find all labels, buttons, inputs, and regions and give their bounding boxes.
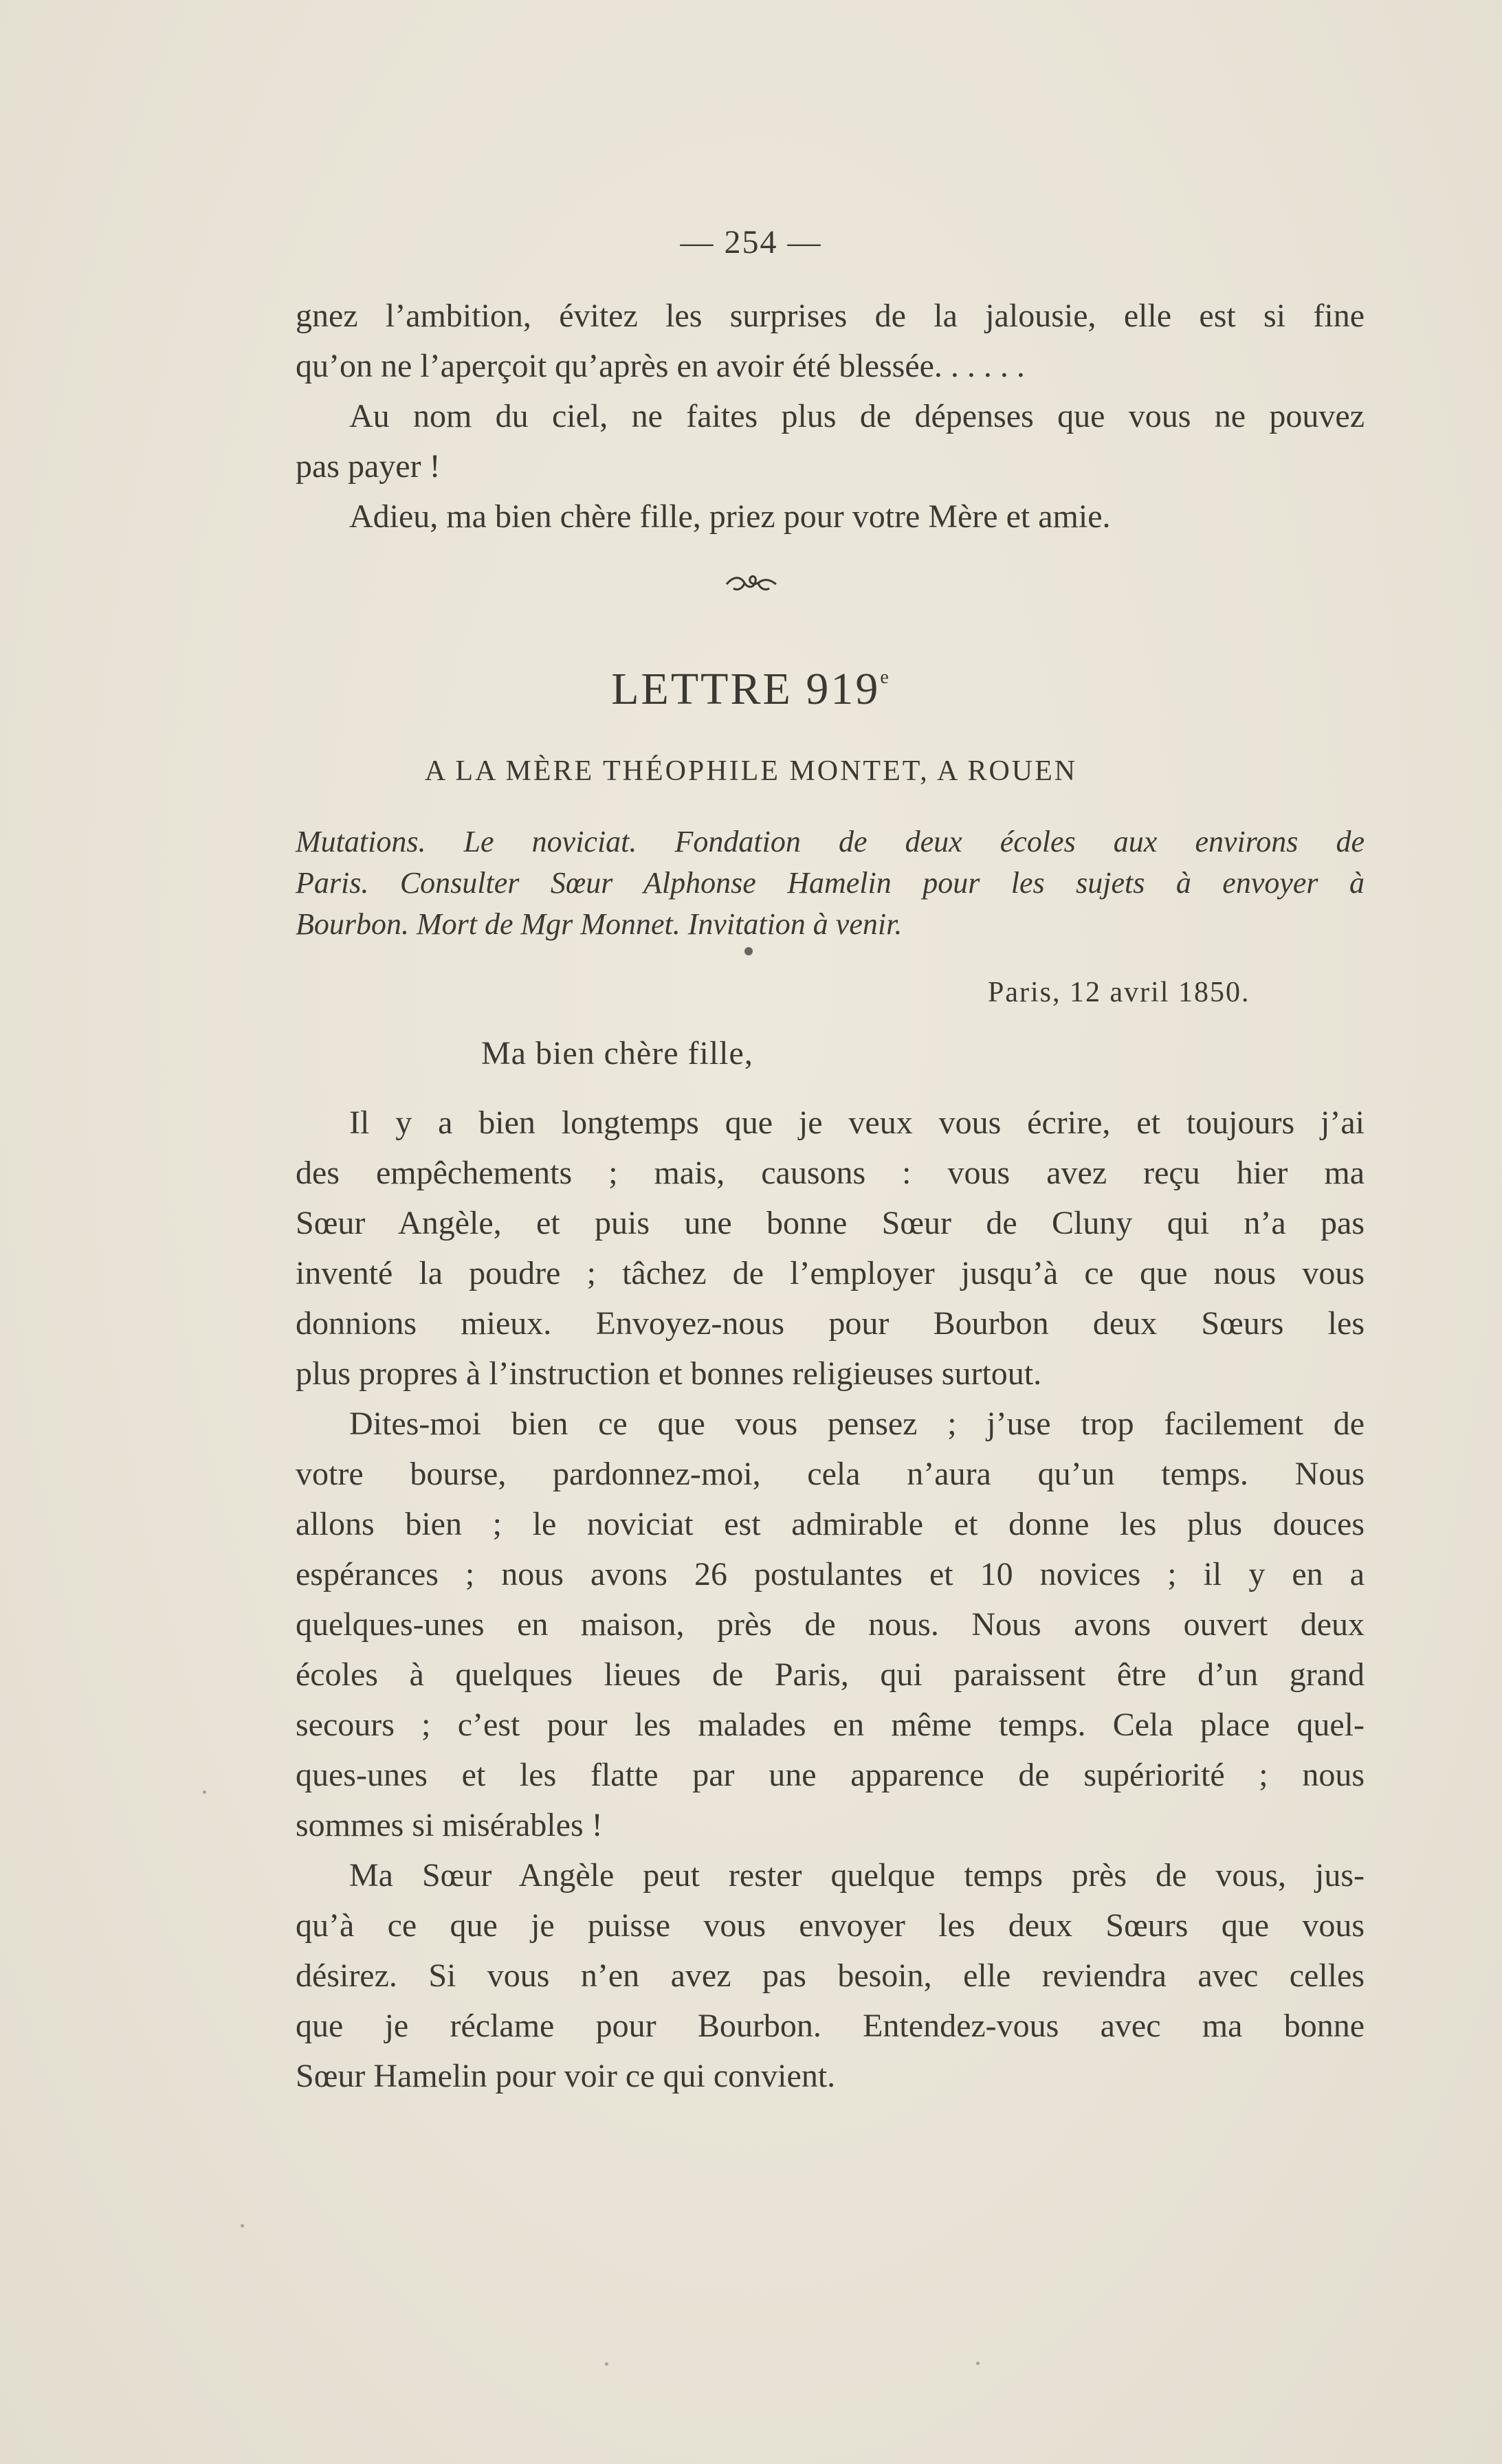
text-line: pas payer ! [296,448,441,485]
summary-line: Bourbon. Mort de Mgr Monnet. Invitation à venir. [296,907,903,941]
paper-speck [241,2224,244,2228]
text-line: espérances ; nous avons 26 postulantes et 10 novices ; il y en a [296,1556,1365,1592]
text-line: secours ; c’est pour les malades en même temps. Cela place quel- [296,1707,1365,1743]
paper-speck [976,2362,980,2365]
text-line: Dites-moi bien ce que vous pensez ; j’use trop facilement de [349,1406,1365,1442]
letter-title-superscript: e [880,667,891,688]
letter-title [0,663,1502,715]
text-line: ques-unes et les flatte par une apparence de supériorité ; nous [296,1757,1365,1793]
text-line: désirez. Si vous n’en avez pas besoin, elle reviendra avec celles [296,1957,1365,1994]
ink-dot [744,947,753,955]
text-line: écoles à quelques lieues de Paris, qui paraissent être d’un grand [296,1656,1365,1693]
letter-summary [296,821,1365,945]
summary-line: Paris. Consulter Sœur Alphonse Hamelin pour les sujets à envoyer à [296,866,1365,900]
text-line: Adieu, ma bien chère fille, priez pour votre Mère et amie. [349,498,1111,535]
intro-text [296,291,1365,542]
summary-line: Mutations. Le noviciat. Fondation de deux écoles aux environs de [296,825,1365,858]
paper-speck [605,2362,608,2366]
letter-body [296,1098,1365,2101]
text-line: Il y a bien longtemps que je veux vous écrire, et toujours j’ai [349,1105,1365,1141]
paper-speck [203,1790,206,1794]
fleuron-icon [0,570,1502,599]
text-line: Sœur Angèle, et puis une bonne Sœur de Cluny qui n’a pas [296,1205,1365,1241]
text-line: Sœur Hamelin pour voir ce qui convient. [296,2058,836,2094]
text-line: sommes si misérables ! [296,1807,603,1843]
text-line: qu’à ce que je puisse vous envoyer les deux Sœurs que vous [296,1907,1365,1944]
letter-recipient: A LA MÈRE THÉOPHILE MONTET, A ROUEN [424,755,1078,787]
text-line: plus propres à l’instruction et bonnes religieuses surtout. [296,1355,1042,1392]
text-line: des empêchements ; mais, causons : vous avez reçu hier ma [296,1155,1365,1191]
text-line: allons bien ; le noviciat est admirable et donne les plus douces [296,1506,1365,1542]
text-line: quelques-unes en maison, près de nous. Nous avons ouvert deux [296,1606,1365,1643]
text-line: Ma Sœur Angèle peut rester quelque temps près de vous, jus- [349,1857,1365,1894]
text-line: qu’on ne l’aperçoit qu’après en avoir été blessée. . . . . . [296,348,1025,384]
page-number: — 254 — [680,224,822,260]
letter-title-text: LETTRE 919 [611,664,881,714]
letter-salutation: Ma bien chère fille, [481,1035,753,1072]
text-line: votre bourse, pardonnez-moi, cela n’aura qu’un temps. Nous [296,1456,1365,1492]
text-line: inventé la poudre ; tâchez de l’employer jusqu’à ce que nous vous [296,1255,1365,1291]
text-line: donnions mieux. Envoyez-nous pour Bourbon deux Sœurs les [296,1305,1365,1342]
letter-dateline: Paris, 12 avril 1850. [988,977,1250,1008]
text-line: Au nom du ciel, ne faites plus de dépenses que vous ne pouvez [349,398,1365,434]
text-line: que je réclame pour Bourbon. Entendez-vous avec ma bonne [296,2008,1365,2044]
text-line: gnez l’ambition, évitez les surprises de la jalousie, elle est si fine [296,298,1365,334]
